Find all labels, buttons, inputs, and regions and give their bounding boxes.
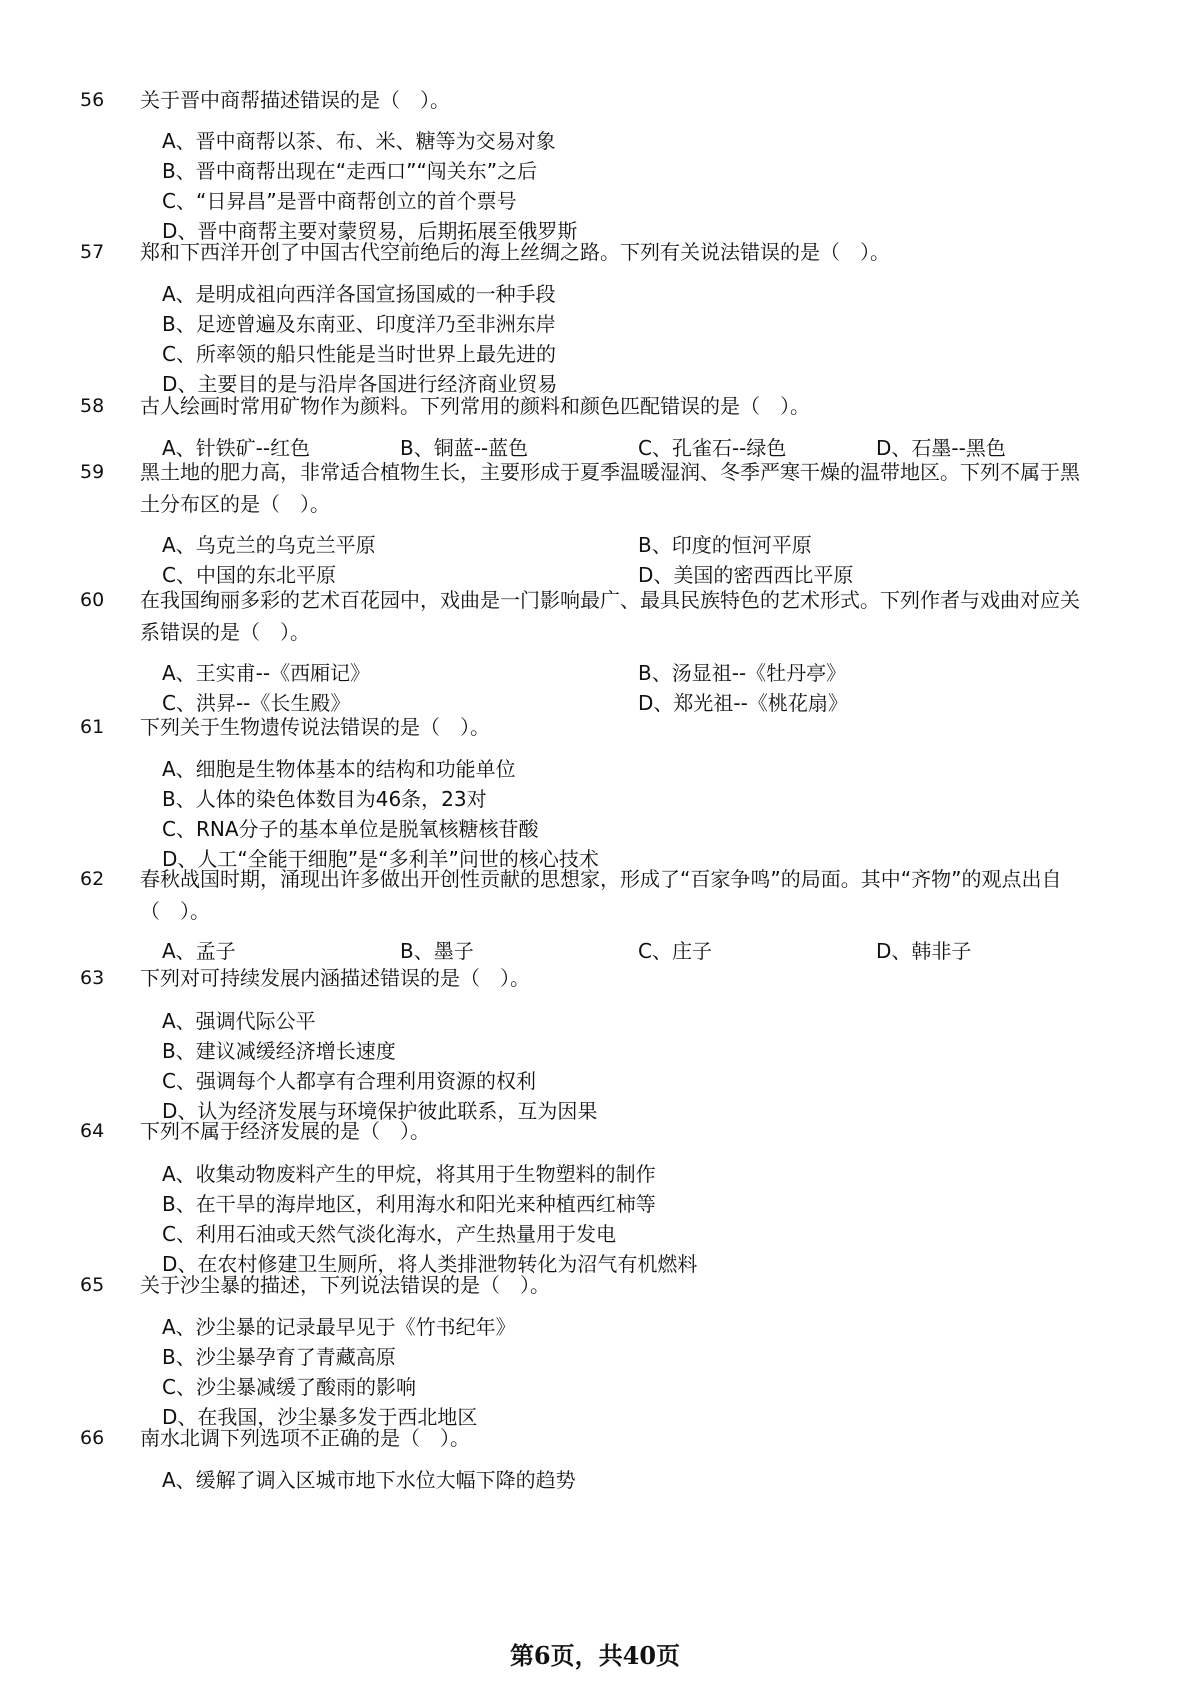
- options-list: [162, 126, 1082, 246]
- question-text: 在我国绚丽多彩的艺术百花园中，戏曲是一门影响最广、最具民族特色的艺术形式。下列作者与戏曲对应关系错误的是（ ）。: [140, 588, 1080, 644]
- option-c: C、“日昇昌”是晋中商帮创立的首个票号: [162, 189, 517, 213]
- option-a: A、晋中商帮以茶、布、米、糖等为交易对象: [162, 129, 556, 153]
- question-text: 南水北调下列选项不正确的是（ ）。: [140, 1426, 470, 1450]
- option-a: A、收集动物废料产生的甲烷，将其用于生物塑料的制作: [162, 1162, 656, 1186]
- option-d: D、石墨--黑色: [876, 436, 1006, 460]
- option-d: D、郑光祖--《桃花扇》: [638, 691, 848, 715]
- option-b: B、建议减缓经济增长速度: [162, 1039, 396, 1063]
- options-list: [162, 1465, 1082, 1495]
- option-d: D、晋中商帮主要对蒙贸易，后期拓展至俄罗斯: [162, 219, 578, 243]
- option-c: C、中国的东北平原: [162, 563, 336, 587]
- question-number: 63: [80, 967, 105, 989]
- options-list: [162, 1159, 1082, 1279]
- options-list: [162, 1006, 1082, 1126]
- option-b: B、晋中商帮出现在“走西口”“闯关东”之后: [162, 159, 538, 183]
- options-list: [162, 1312, 1082, 1432]
- question-number: 61: [80, 716, 105, 738]
- option-b: B、汤显祖--《牡丹亭》: [638, 661, 847, 685]
- question-number: 59: [80, 461, 105, 483]
- option-c: C、沙尘暴减缓了酸雨的影响: [162, 1375, 416, 1399]
- option-a: A、孟子: [162, 939, 236, 963]
- question-text: 下列不属于经济发展的是（ ）。: [140, 1119, 430, 1143]
- question-text: 关于沙尘暴的描述，下列说法错误的是（ ）。: [140, 1273, 550, 1297]
- question-text: 春秋战国时期，涌现出许多做出开创性贡献的思想家，形成了“百家争鸣”的局面。其中“齐物”的观点出自（ ）。: [140, 867, 1062, 923]
- option-a: A、王实甫--《西厢记》: [162, 661, 371, 685]
- option-b: B、在干旱的海岸地区，利用海水和阳光来种植西红柿等: [162, 1192, 656, 1216]
- option-d: D、人工“全能干细胞”是“多利羊”问世的核心技术: [162, 847, 599, 871]
- options-list: [162, 658, 1082, 718]
- page-footer: 第6页，共40页: [509, 1641, 681, 1670]
- question-text: 郑和下西洋开创了中国古代空前绝后的海上丝绸之路。下列有关说法错误的是（ ）。: [140, 240, 890, 264]
- option-b: B、沙尘暴孕育了青藏高原: [162, 1345, 396, 1369]
- option-c: C、强调每个人都享有合理利用资源的权利: [162, 1069, 536, 1093]
- option-b: B、墨子: [400, 939, 474, 963]
- question-text: 下列对可持续发展内涵描述错误的是（ ）。: [140, 966, 530, 990]
- option-b: B、人体的染色体数目为46条，23对: [162, 787, 487, 811]
- option-d: D、在农村修建卫生厕所，将人类排泄物转化为沼气有机燃料: [162, 1252, 698, 1276]
- option-c: C、庄子: [638, 939, 712, 963]
- question-number: 62: [80, 868, 105, 890]
- option-a: A、缓解了调入区城市地下水位大幅下降的趋势: [162, 1468, 576, 1492]
- option-d: D、在我国，沙尘暴多发于西北地区: [162, 1405, 478, 1429]
- question-text: 下列关于生物遗传说法错误的是（ ）。: [140, 715, 490, 739]
- question-text: 古人绘画时常用矿物作为颜料。下列常用的颜料和颜色匹配错误的是（ ）。: [140, 394, 810, 418]
- option-c: C、RNA分子的基本单位是脱氧核糖核苷酸: [162, 817, 539, 841]
- option-a: A、针铁矿--红色: [162, 436, 311, 460]
- question-number: 65: [80, 1274, 105, 1296]
- question-text: 黑土地的肥力高，非常适合植物生长，主要形成于夏季温暖湿润、冬季严寒干燥的温带地区。下列不属于黑土分布区的是（ ）。: [140, 460, 1080, 516]
- question-number: 60: [80, 589, 105, 611]
- option-c: C、所率领的船只性能是当时世界上最先进的: [162, 342, 556, 366]
- option-a: A、是明成祖向西洋各国宣扬国威的一种手段: [162, 282, 556, 306]
- question-number: 58: [80, 395, 105, 417]
- option-d: D、美国的密西西比平原: [638, 563, 854, 587]
- option-d: D、主要目的是与沿岸各国进行经济商业贸易: [162, 372, 558, 396]
- option-b: B、印度的恒河平原: [638, 533, 812, 557]
- option-b: B、足迹曾遍及东南亚、印度洋乃至非洲东岸: [162, 312, 556, 336]
- question-number: 56: [80, 89, 105, 111]
- question-number: 64: [80, 1120, 105, 1142]
- option-c: C、利用石油或天然气淡化海水，产生热量用于发电: [162, 1222, 616, 1246]
- question-text: 关于晋中商帮描述错误的是（ ）。: [140, 88, 450, 112]
- option-c: C、孔雀石--绿色: [638, 436, 787, 460]
- option-d: D、韩非子: [876, 939, 972, 963]
- option-a: A、乌克兰的乌克兰平原: [162, 533, 376, 557]
- option-a: A、沙尘暴的记录最早见于《竹书纪年》: [162, 1315, 516, 1339]
- options-list: [162, 530, 1082, 590]
- options-list: [162, 754, 1082, 874]
- option-a: A、强调代际公平: [162, 1009, 316, 1033]
- option-b: B、铜蓝--蓝色: [400, 436, 529, 460]
- question-number: 66: [80, 1427, 105, 1449]
- option-c: C、洪昇--《长生殿》: [162, 691, 351, 715]
- option-a: A、细胞是生物体基本的结构和功能单位: [162, 757, 516, 781]
- options-list: [162, 279, 1082, 399]
- option-d: D、认为经济发展与环境保护彼此联系，互为因果: [162, 1099, 598, 1123]
- question-number: 57: [80, 241, 105, 263]
